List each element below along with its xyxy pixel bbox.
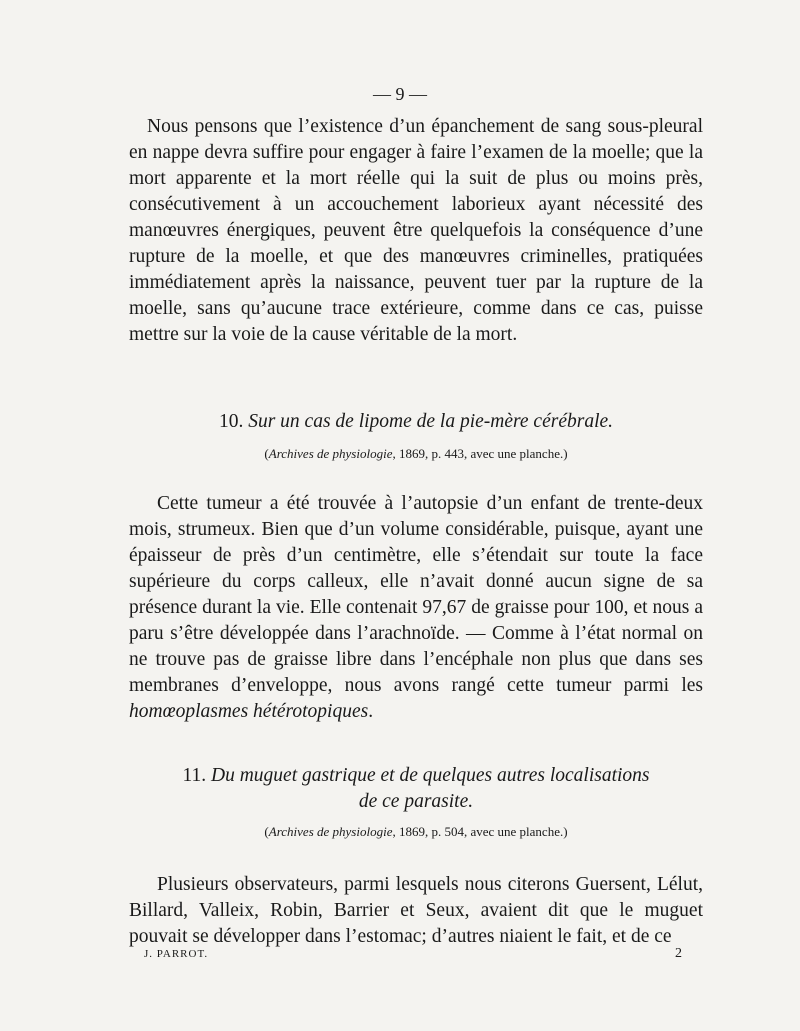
section-11-title-line1: Du muguet gastrique et de quelques autres localisations bbox=[211, 765, 650, 786]
citation-open: ( bbox=[264, 446, 269, 461]
section-10-body-text: Cette tumeur a été trouvée à l’autopsie d’un enfant de trente-deux mois, strumeux. Bien que d’un volume considérable, puisque, ayant une épaisseur de près d’un centimètre, elle s’étendait sur toute la face supérieure du corps calleux, elle n’avait donné aucun signe de sa présence durant la vie. Elle contenait 97,67 de graisse pour 100, et nous a paru s’être développée dans l’arachnoïde. — Comme à l’état normal on ne trouve pas de graisse libre dans l’encéphale non plus que dans ses membranes d’enveloppe, nous avons rangé cette tumeur parmi les bbox=[129, 493, 703, 696]
footer-author: J. PARROT. bbox=[144, 948, 209, 960]
section-11-title-line2: de ce parasite. bbox=[358, 791, 474, 812]
paragraph-1: Nous pensons que l’existence d’un épanchement de sang sous-pleural en nappe devra suffire pour engager à faire l’examen de la moelle; que la mort apparente et la mort réelle qui la suit de plus ou moins près, consécutivement à un accouchement laborieux ayant nécessité des manœuvres énergiques, peuvent être quelquefois la conséquence d’une rupture de la moelle, et que des manœuvres criminelles, pratiquées immédiatement après la naissance, peuvent tuer par la rupture de la moelle, sans qu’aucune trace extérieure, comme dans ce cas, puisse mettre sur la voie de la cause véritable de la mort. bbox=[129, 116, 703, 345]
citation-open: ( bbox=[264, 824, 269, 839]
section-10-body bbox=[129, 491, 703, 725]
page-number: — 9 — bbox=[373, 84, 427, 104]
section-10-heading bbox=[129, 411, 703, 433]
section-11-heading bbox=[129, 765, 703, 787]
section-10-number: 10. bbox=[218, 411, 244, 432]
citation-journal: Archives de physiologie bbox=[268, 446, 393, 461]
section-10-title: Sur un cas de lipome de la pie-mère cérébrale. bbox=[248, 411, 614, 432]
section-10-body-italic: homœoplasmes hétérotopiques bbox=[129, 701, 369, 722]
section-10-body-end: . bbox=[368, 701, 374, 722]
section-11-heading-line2 bbox=[129, 791, 703, 813]
citation-journal: Archives de physiologie bbox=[268, 824, 393, 839]
section-11-number: 11. bbox=[182, 765, 207, 786]
citation-details: , 1869, p. 443, avec une planche.) bbox=[392, 446, 568, 461]
section-11-citation bbox=[129, 824, 703, 840]
section-10-citation bbox=[129, 446, 703, 462]
section-11-body: Plusieurs observateurs, parmi lesquels nous citerons Guersent, Lélut, Billard, Valleix, Robin, Barrier et Seux, avaient dit que le muguet pouvait se développer dans l’estomac; d’autres niaient le fait, et de ce bbox=[129, 874, 703, 947]
footer-signature: 2 bbox=[675, 946, 682, 961]
citation-details: , 1869, p. 504, avec une planche.) bbox=[392, 824, 568, 839]
